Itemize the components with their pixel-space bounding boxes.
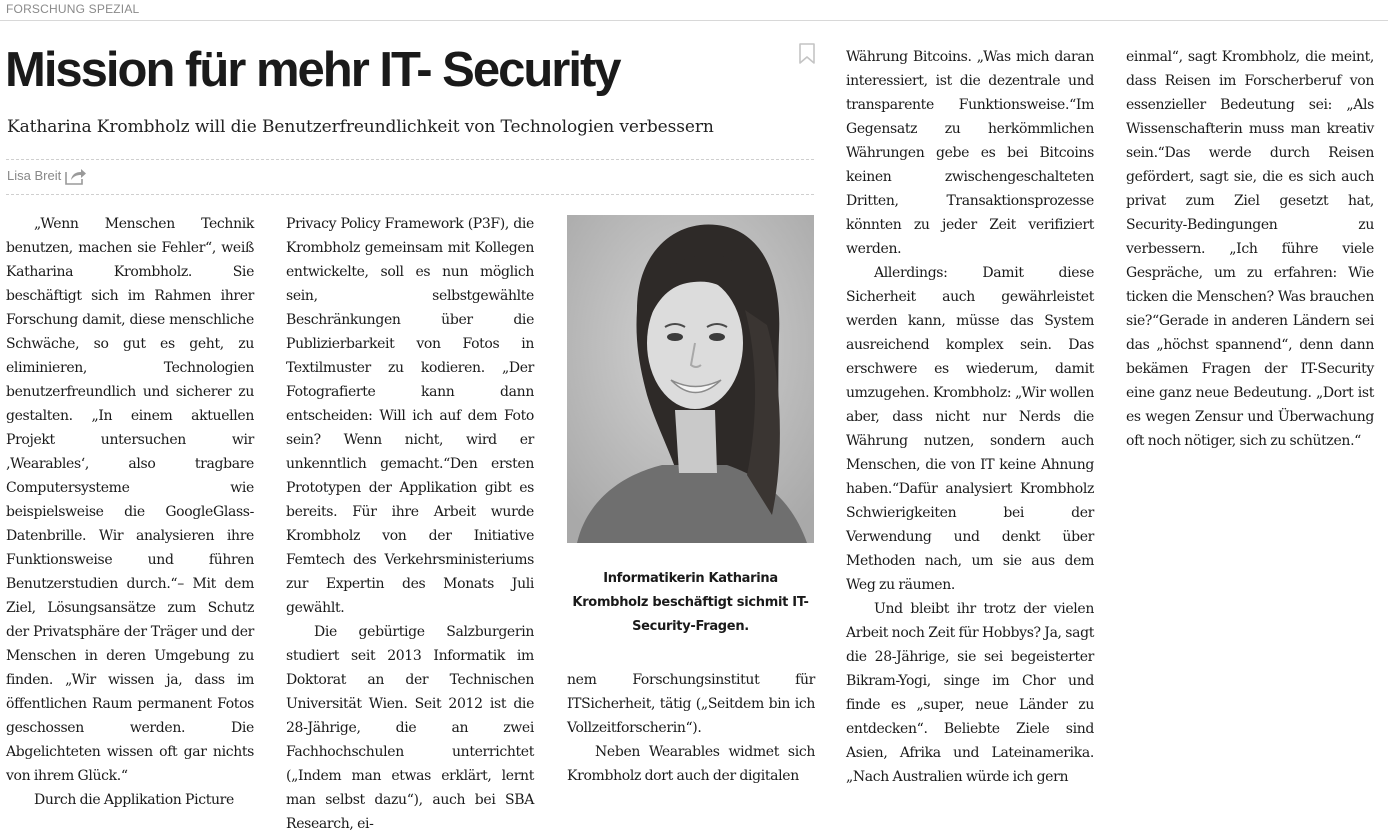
paragraph: Die gebürtige Salzburgerin studiert seit 2013 Informatik im Doktorat an der Technischen Universität Wien. Seit 2012 ist die 28-Jährige, die an zwei Fachhochschulen unterrichtet („Indem man etwas erklärt, lernt man selbst dazu“), auch bei SBA Research, ei- <box>286 624 534 832</box>
paragraph: Privacy Policy Framework (P3F), die Krombholz gemeinsam mit Kollegen entwickelte, soll es nun möglich sein, selbstgewählte Beschränkungen über die Publizierbarkeit von Fotos in Textilmuster zu kodieren. „Der Fotografierte kann dann entscheiden: Will ich auf dem Foto sein? Wenn nicht, wird er unkenntlich gemacht.“Den ersten Prototypen der Applikation gibt es bereits. Für ihre Arbeit wurde Krombholz von der Initiative Femtech des Verkehrsministeriums zur Expertin des Monats Juli gewählt. <box>286 216 534 616</box>
paragraph: einmal“, sagt Krombholz, die meint, dass Reisen im Forscherberuf von essenzieller Bedeutung sei: „Als Wissenschafterin muss man kreativ sein.“Das werde durch Reisen gefördert, sagt sie, die es sich auch privat zum Ziel gesetzt hat, Security-Bedingungen zu verbessern. „Ich führe viele Gespräche, um zu erfahren: Wie ticken die Menschen? Was brauchen sie?“Gerade in anderen Ländern sei das „höchst spannend“, denn dann bekämen Fragen der IT-Security eine ganz neue Bedeutung. „Dort ist es wegen Zensur und Überwachung oft noch nötiger, sich zu schützen.“ <box>1126 49 1374 449</box>
bookmark-icon[interactable] <box>797 42 817 66</box>
article-column-5 <box>1126 45 1374 453</box>
paragraph: Neben Wearables widmet sich Krombholz dort auch der digitalen <box>567 744 815 784</box>
article-column-4 <box>846 45 1094 789</box>
paragraph: „Wenn Menschen Technik benutzen, machen sie Fehler“, weiß Katharina Krombholz. Sie beschäftigt sich im Rahmen ihrer Forschung damit, diese menschliche Schwäche, so gut es geht, zu eliminieren, Technologien benutzerfreundlich und sicherer zu gestalten. „In einem aktuellen Projekt untersuchen wir ‚Wearables‘, also tragbare Computersysteme wie beispielsweise die GoogleGlass-Datenbrille. Wir analysieren ihre Funktionsweise und führen Benutzerstudien durch.“– Mit dem Ziel, Lösungsansätze zum Schutz der Privatsphäre der Träger und der Menschen in deren Umgebung zu finden. „Wir wissen ja, dass im öffentlichen Raum permanent Fotos geschossen werden. Die Abgelichteten wissen oft gar nichts von ihrem Glück.“ <box>6 216 254 784</box>
paragraph: Allerdings: Damit diese Sicherheit auch gewährleistet werden kann, müsse das System ausreichend komplex sein. Das erschwere es wiederum, damit umzugehen. Krombholz: „Wir wollen aber, dass nicht nur Nerds die Währung nutzen, sondern auch Menschen, die von IT keine Ahnung haben.“Dafür analysiert Krombholz Schwierigkeiten bei der Verwendung und denkt über Methoden nach, um sie aus dem Weg zu räumen. <box>846 265 1094 593</box>
divider <box>6 194 814 195</box>
article-subhead: Katharina Krombholz will die Benutzerfreundlichkeit von Technologien verbessern <box>7 117 714 137</box>
paragraph: Währung Bitcoins. „Was mich daran interessiert, ist die dezentrale und transparente Funktionsweise.“Im Gegensatz zu herkömmlichen Währungen gebe es bei Bitcoins keinen zwischengeschalteten Dritten, Transaktionsprozesse könnten zu jeder Zeit verifiziert werden. <box>846 49 1094 257</box>
article-column-3 <box>567 668 815 788</box>
section-label: FORSCHUNG SPEZIAL <box>6 2 140 16</box>
photo-caption: Informatikerin Katharina Krombholz beschäftigt sichmit IT-Security-Fragen. <box>572 571 809 634</box>
portrait-photo <box>567 215 814 543</box>
section-bar <box>0 0 1388 21</box>
article-headline: Mission für mehr IT- Security <box>5 43 620 97</box>
share-icon[interactable] <box>64 166 88 186</box>
paragraph: nem Forschungsinstitut für ITSicherheit, tätig („Seitdem bin ich Vollzeitforscherin“). <box>567 672 815 736</box>
article-column-1 <box>6 212 254 812</box>
portrait-image <box>567 215 814 543</box>
article-column-2 <box>286 212 534 836</box>
paragraph: Und bleibt ihr trotz der vielen Arbeit noch Zeit für Hobbys? Ja, sagt die 28-Jährige, sie sei begeisterter Bikram-Yogi, singe im Chor und finde es „super, neue Länder zu entdecken“. Beliebte Ziele sind Asien, Afrika und Lateinamerika. „Nach Australien würde ich gern <box>846 601 1094 785</box>
author-byline[interactable]: Lisa Breit <box>7 168 62 183</box>
paragraph: Durch die Applikation Picture <box>34 792 234 808</box>
divider <box>6 159 814 160</box>
